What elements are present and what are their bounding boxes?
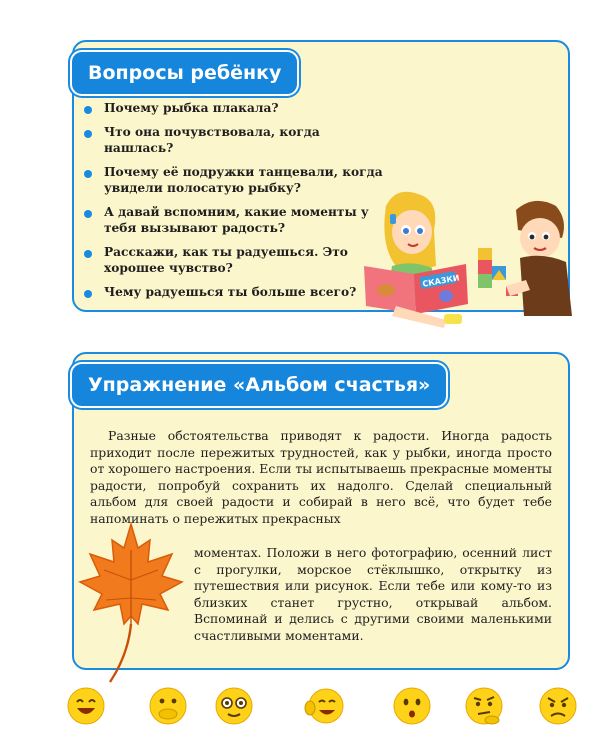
surprised-emoji-icon (392, 686, 432, 726)
question-text: Что она почувствовала, когда нашлась? (104, 125, 320, 155)
questions-list (84, 100, 384, 308)
list-item (84, 284, 384, 300)
children-reading-illustration (356, 186, 576, 336)
list-item (84, 164, 384, 196)
boy-face-icon (520, 218, 560, 258)
laughing-emoji-icon (66, 686, 106, 726)
question-text: Почему её подружки танцевали, когда увидели полосатую рыбку? (104, 165, 383, 195)
exercise-title: Упражнение «Альбом счастья» (70, 362, 448, 408)
bullet-icon (84, 250, 92, 258)
list-item (84, 124, 384, 156)
question-text: Расскажи, как ты радуешься. Это хорошее чувство? (104, 245, 348, 275)
bullet-icon (84, 210, 92, 218)
question-text: А давай вспомним, какие моменты у тебя вызывают радость? (104, 205, 369, 235)
bullet-icon (84, 130, 92, 138)
maple-leaf-icon (76, 520, 186, 690)
bullet-icon (84, 106, 92, 114)
list-item (84, 204, 384, 236)
list-item (84, 100, 384, 116)
waving-emoji-icon (304, 686, 344, 726)
questions-title: Вопросы ребёнку (70, 50, 299, 96)
question-text: Почему рыбка плакала? (104, 101, 279, 115)
glasses-emoji-icon (214, 686, 254, 726)
exercise-text-bottom: моментах. Положи в него фотографию, осенний лист с прогулки, морское стёклышко, открытку из путешествия или рисунок. Если тебе или кому-то из близких станет грустно, открывай альбом. Вспоминай и делись с другими своими маленькими счастливыми моментами. (194, 545, 552, 643)
thinking-emoji-icon (464, 686, 504, 726)
bullet-icon (84, 170, 92, 178)
emoji-row (0, 680, 600, 730)
list-item (84, 244, 384, 276)
hairclip-icon (390, 214, 396, 224)
girl-face-icon (392, 210, 432, 254)
question-text: Чему радуешься ты больше всего? (104, 285, 357, 299)
exercise-text-top: Разные обстоятельства приводят к радости. Иногда радость приходит после пережитых трудностей, как у рыбки, иногда просто от хорошего настроения. Если ты испытываешь прекрасные моменты радости, попробуй сохранить их надолго. Сделай специальный альбом для своей радости и собирай в него всё, что будет тебе напоминать о пережитых прекрасных (90, 428, 552, 526)
book-label: СКАЗКИ (421, 273, 461, 289)
hand-on-mouth-emoji-icon (148, 686, 188, 726)
bullet-icon (84, 290, 92, 298)
frowning-emoji-icon (538, 686, 578, 726)
